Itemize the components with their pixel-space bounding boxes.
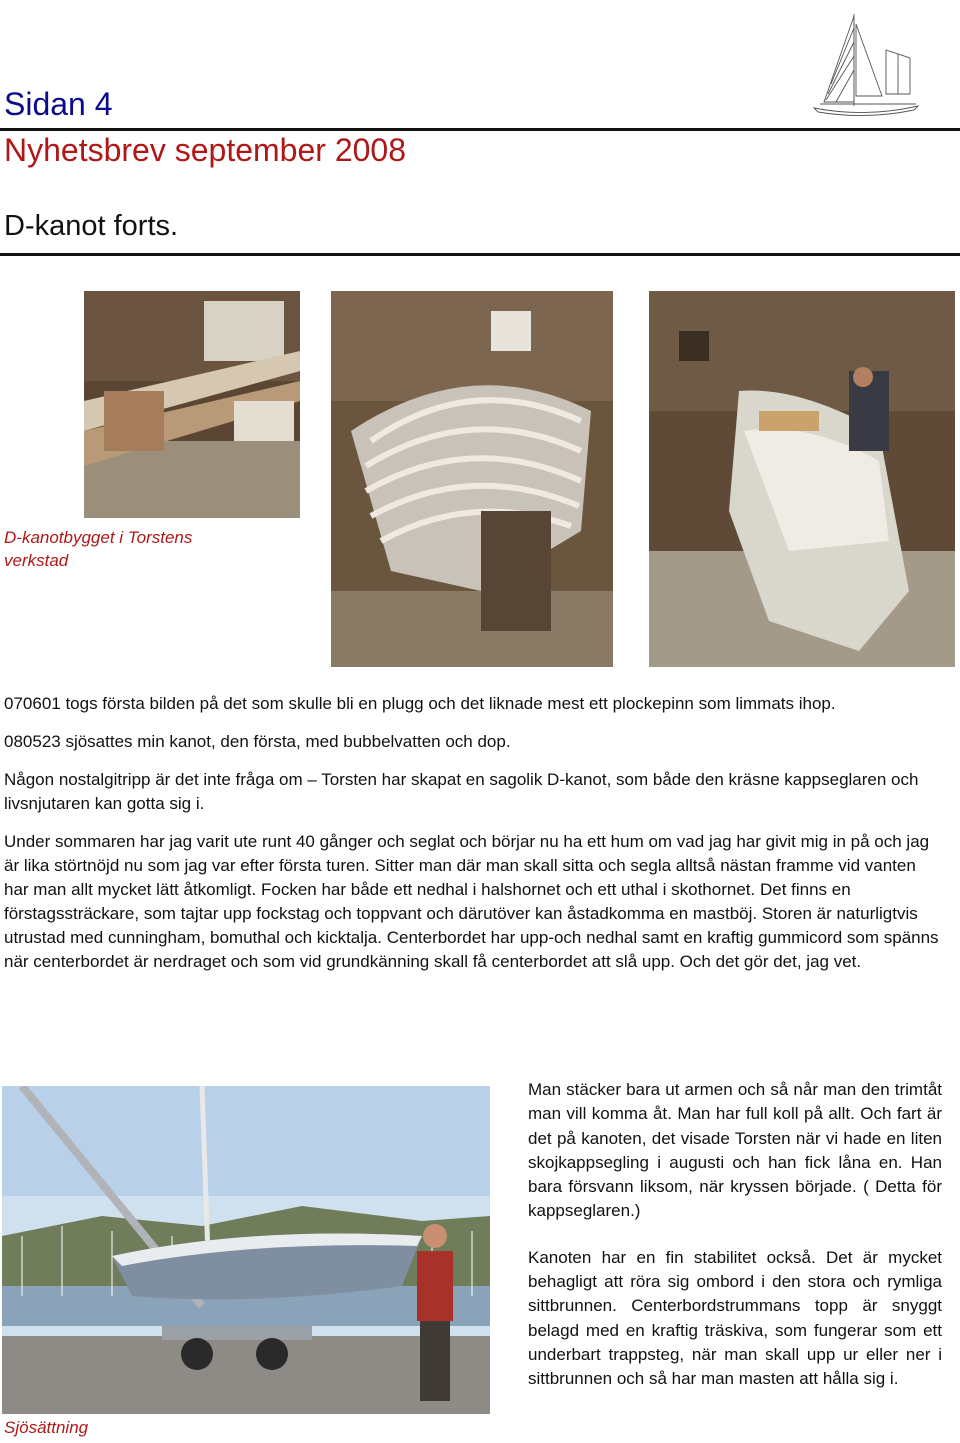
- paragraph: Någon nostalgitripp är det inte fråga om – Torsten har skapat en sagolik D-kanot, som både den kräsne kappseglaren och livsnjutaren kan gotta sig i.: [4, 770, 919, 813]
- workshop-photo-frames: [84, 291, 300, 518]
- paragraph: Man stäcker bara ut armen och så når man den trimtåt man vill komma åt. Man har full koll på allt. Och fart är det på kanoten, det visade Torsten när vi hade en liten skojkappsegling i augusti och han fick låna en. Han bara försvann liksom, när kryssen började. ( Detta för kappseglaren.): [528, 1080, 942, 1221]
- sailboat-logo: [806, 10, 924, 126]
- side-column: [528, 1078, 942, 1414]
- paragraph: Kanoten har en fin stabilitet också. Det är mycket behagligt att röra sig ombord i den stora och rymliga sittbrunnen. Centerbordstrummans topp är snyggt belagd med en kraftig träskiva, som fungerar som ett underbart trappsteg, när man skall upp ur eller ner i sittbrunnen och så har man masten att hålla sig i.: [528, 1247, 942, 1389]
- header-rule: [0, 128, 960, 131]
- workshop-caption: D-kanotbygget i Torstens verkstad: [4, 528, 193, 570]
- workshop-photo-hull-frames: [331, 291, 613, 667]
- article-body: [4, 692, 942, 988]
- section-title: D-kanot forts.: [4, 210, 179, 242]
- launch-photo: [2, 1086, 490, 1414]
- workshop-photo-finished-hull: [649, 291, 955, 667]
- page-label: Sidan 4: [4, 86, 113, 122]
- paragraph: 080523 sjösattes min kanot, den första, med bubbelvatten och dop.: [4, 732, 511, 751]
- paragraph: 070601 togs första bilden på det som skulle bli en plugg och det liknade mest ett plockepinn som limmats ihop.: [4, 694, 836, 713]
- paragraph: Under sommaren har jag varit ute runt 40 gånger och seglat och börjar nu ha ett hum om vad jag har givit mig in på och jag är lika störtnöjd nu som jag var efter första turen. Sitter man där man skall sitta och segla alltså nästan framme vid vanten har man allt mycket lätt åtkomligt. Focken har både ett nedhal i halshornet och ett uthal i skothornet. Det finns en förstagssträckare, som tajtar upp fockstag och toppvant och därutöver kan åstadkomma en mastböj. Storen är naturligtvis utrustad med cunningham, bomuthal och kicktalja. Centerbordet har upp-och nedhal samt en kraftig gummicord som spänns när centerbordet är nerdraget och som vid grundkänning skall få centerbordet att slå upp. Och det gör det, jag vet.: [4, 832, 939, 971]
- launch-caption: Sjösättning: [4, 1418, 89, 1437]
- sailboat-icon: [806, 10, 924, 126]
- section-rule: [0, 253, 960, 256]
- newsletter-title: Nyhetsbrev september 2008: [4, 132, 406, 168]
